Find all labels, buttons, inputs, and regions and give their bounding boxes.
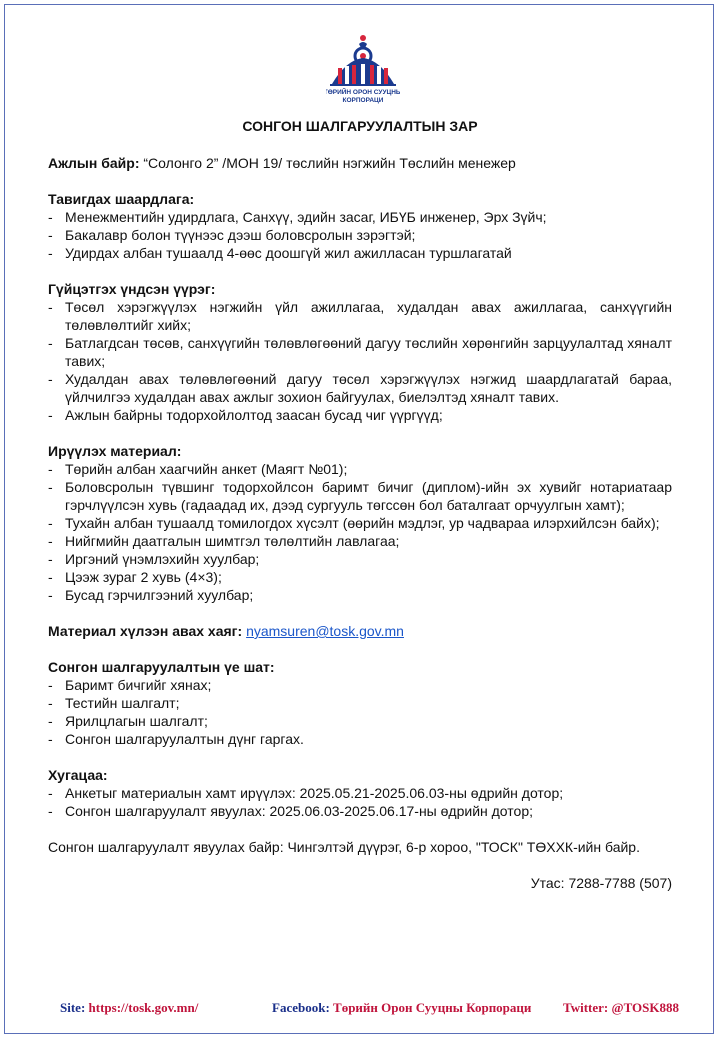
list-item: - Боловсролын түвшинг тодорхойлсон баримт бичиг (диплом)-ийн эх хувийг нотариатаар гэрчлүүлсэн хувь (гадаадад их, дээд сургууль төгссөн бол баталгаат орчуулгын хамт);	[48, 478, 672, 514]
list-item: - Сонгон шалгаруулалт явуулах: 2025.06.03-2025.06.17-ны өдрийн дотор;	[48, 802, 672, 820]
requirements-list	[48, 208, 672, 262]
location-text: Сонгон шалгаруулалт явуулах байр: Чингэлтэй дүүрэг, 6-р хороо, "ТОСК" ТӨХХК-ийн байр.	[48, 839, 640, 855]
stages-heading: Сонгон шалгаруулалтын үе шат:	[48, 659, 275, 675]
address-label: Материал хүлээн авах хаяг:	[48, 623, 243, 639]
list-item: - Нийгмийн даатгалын шимтгэл төлөлтийн лавлагаа;	[48, 532, 672, 550]
list-item: - Иргэний үнэмлэхийн хуулбар;	[48, 550, 672, 568]
footer-site-link[interactable]: https://tosk.gov.mn/	[88, 1000, 199, 1015]
list-item: - Удирдах албан тушаалд 4-өөс доошгүй жил ажилласан туршлагатай	[48, 244, 672, 262]
list-item: - Бусад гэрчилгээний хуулбар;	[48, 586, 672, 604]
list-item: - Сонгон шалгаруулалтын дүнг гаргах.	[48, 730, 672, 748]
list-item: - Анкетыг материалын хамт ирүүлэх: 2025.05.21-2025.06.03-ны өдрийн дотор;	[48, 784, 672, 802]
footer-twitter[interactable]	[563, 1000, 679, 1016]
footer-facebook[interactable]	[272, 1000, 531, 1016]
address-line	[48, 622, 672, 640]
stages-list	[48, 676, 672, 748]
logo-text-line1: ТӨРИЙН ОРОН СУУЦНЫ	[326, 89, 400, 96]
deadline-list	[48, 784, 672, 820]
materials-list	[48, 460, 672, 604]
list-item: - Тестийн шалгалт;	[48, 694, 672, 712]
announcement-body	[48, 154, 672, 892]
position-label: Ажлын байр:	[48, 155, 140, 171]
deadline-heading: Хугацаа:	[48, 767, 108, 783]
footer-twitter-label: Twitter:	[563, 1000, 609, 1015]
list-item: - Төрийн албан хаагчийн анкет (Маягт №01);	[48, 460, 672, 478]
materials-heading: Ирүүлэх материал:	[48, 443, 182, 459]
tosk-logo-icon	[326, 32, 400, 104]
footer-twitter-link[interactable]: @TOSK888	[611, 1000, 679, 1015]
duties-list	[48, 298, 672, 424]
list-item: - Ярилцлагын шалгалт;	[48, 712, 672, 730]
email-link[interactable]: nyamsuren@tosk.gov.mn	[246, 623, 404, 639]
duties-heading: Гүйцэтгэх үндсэн үүрэг:	[48, 281, 216, 297]
footer-site-label: Site:	[60, 1000, 86, 1015]
list-item: - Батлагдсан төсөв, санхүүгийн төлөвлөгөөний дагуу төслийн хөрөнгийн зарцуулалтад хяналт тавих;	[48, 334, 672, 370]
list-item: - Ажлын байрны тодорхойлолтод заасан бусад чиг үүргүүд;	[48, 406, 672, 424]
footer-facebook-label: Facebook:	[272, 1000, 330, 1015]
list-item: - Худалдан авах төлөвлөгөөний дагуу төсөл хэрэгжүүлэх нэгжид шаардлагатай бараа, үйлчилгээ худалдан авах ажлыг зохион байгуулах, биелэлтэд хяналт тавих.	[48, 370, 672, 406]
footer-facebook-link[interactable]: Төрийн Орон Сууцны Корпораци	[333, 1000, 532, 1015]
requirements-heading: Тавигдах шаардлага:	[48, 191, 195, 207]
announcement-title: СОНГОН ШАЛГАРУУЛАЛТЫН ЗАР	[242, 118, 478, 134]
footer-site[interactable]	[60, 1000, 198, 1016]
list-item: - Бакалавр болон түүнээс дээш боловсролын зэрэгтэй;	[48, 226, 672, 244]
list-item: - Менежментийн удирдлага, Санхүү, эдийн засаг, ИБҮБ инженер, Эрх Зүйч;	[48, 208, 672, 226]
list-item: - Тухайн албан тушаалд томилогдох хүсэлт (өөрийн мэдлэг, ур чадвараа илэрхийлсэн байх);	[48, 514, 672, 532]
list-item: - Цээж зураг 2 хувь (4×3);	[48, 568, 672, 586]
phone-number: Утас: 7288-7788 (507)	[530, 875, 672, 891]
logo-text-line2: КОРПОРАЦИ	[342, 97, 384, 104]
list-item: - Баримт бичгийг хянах;	[48, 676, 672, 694]
position-line	[48, 154, 672, 172]
list-item: - Төсөл хэрэгжүүлэх нэгжийн үйл ажиллагаа, худалдан авах ажиллагаа, санхүүгийн төлөвлөлтийг хийх;	[48, 298, 672, 334]
position-value: “Солонго 2” /МОН 19/ төслийн нэгжийн Төслийн менежер	[143, 155, 516, 171]
